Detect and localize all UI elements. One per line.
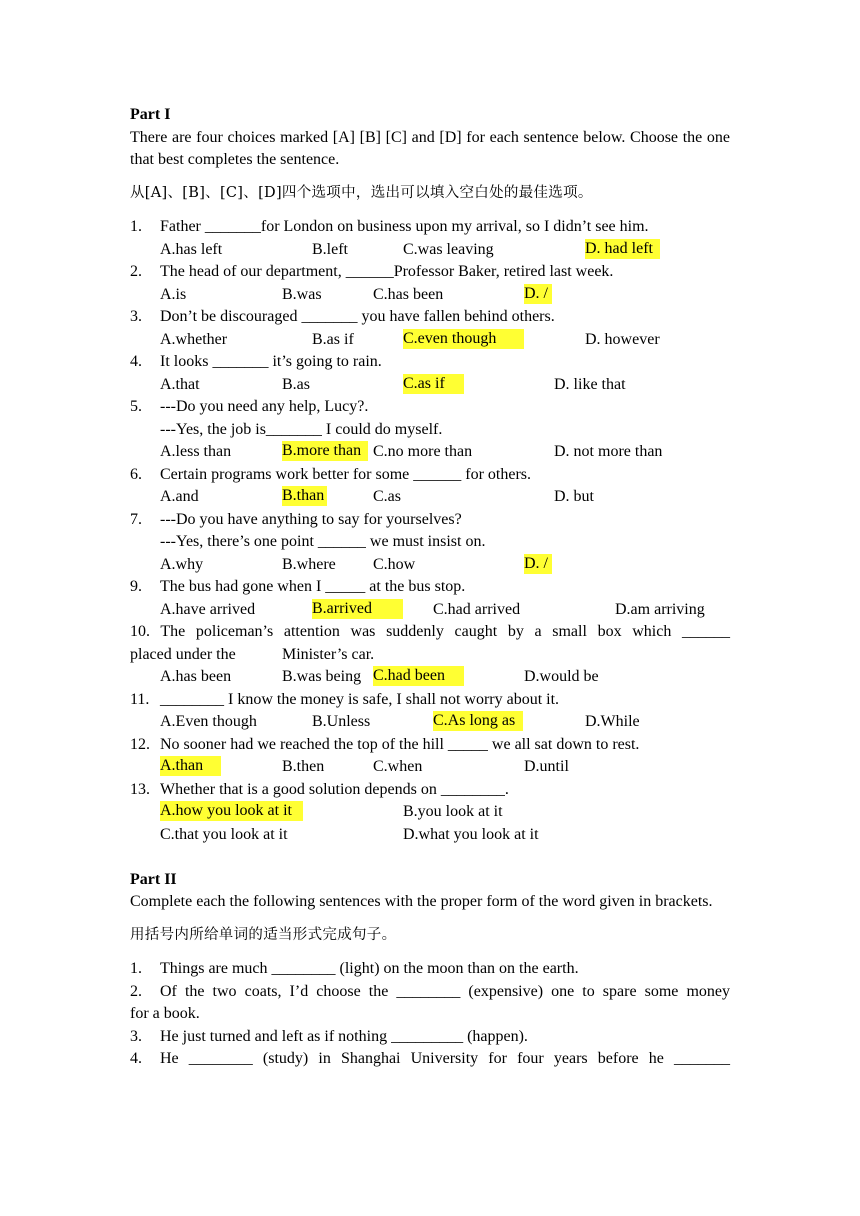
question-13 [130, 779, 730, 802]
question-3 [130, 306, 730, 329]
option-b[interactable]: B.Unless [312, 713, 371, 730]
options-3 [130, 329, 730, 352]
option-a[interactable]: A.and [160, 488, 199, 505]
question-7-reply: ---Yes, there’s one point ______ we must insist on. [160, 533, 486, 550]
question-number: 10. [130, 623, 150, 640]
option-c-answer[interactable]: C.as if [403, 374, 464, 394]
options-1 [130, 239, 730, 262]
options-9 [130, 599, 730, 622]
options-13-row2 [130, 824, 730, 847]
option-b[interactable]: B.then [282, 758, 325, 775]
question-text-cont: Minister’s car. [282, 645, 375, 663]
fill-item-2 [130, 981, 730, 1004]
question-10-continuation [130, 644, 730, 667]
option-a[interactable]: A.have arrived [160, 600, 256, 618]
item-text: Things are much ________ (light) on the moon than on the earth. [160, 960, 579, 977]
option-d[interactable]: D.until [524, 758, 569, 775]
fill-item-1 [130, 958, 730, 981]
option-c[interactable]: C.that you look at it [160, 825, 288, 843]
option-b[interactable]: B.as if [312, 330, 354, 348]
question-number: 7. [130, 510, 142, 528]
options-5 [130, 441, 730, 464]
item-text: He ________ (study) in Shanghai University for four years before he _______ [160, 1050, 730, 1067]
option-c[interactable]: C.as [373, 488, 401, 505]
question-text: ---Do you have anything to say for yourselves? [160, 510, 462, 528]
item-text: Of the two coats, I’d choose the ________ (expensive) one to spare some money [160, 982, 730, 1000]
option-c[interactable]: C.no more than [373, 443, 473, 460]
options-7 [130, 554, 730, 577]
option-c-answer[interactable]: C.As long as [433, 711, 523, 731]
question-text: Whether that is a good solution depends on ________. [160, 780, 509, 798]
question-number: 4. [130, 353, 142, 370]
part2-instruction-cn: 用括号内所给单词的适当形式完成句子。 [130, 926, 397, 943]
item-number: 3. [130, 1027, 142, 1045]
fill-item-4 [130, 1048, 730, 1071]
question-text: ---Do you need any help, Lucy?. [160, 398, 369, 415]
question-number: 5. [130, 398, 142, 415]
option-b-answer[interactable]: B.than [282, 486, 327, 506]
options-2 [130, 284, 730, 307]
question-text-cont: placed under the [130, 645, 236, 663]
question-9 [130, 576, 730, 599]
question-5-reply: ---Yes, the job is_______ I could do myself. [160, 420, 443, 438]
question-2 [130, 261, 730, 284]
option-b-answer[interactable]: B.arrived [312, 599, 403, 619]
question-text: Certain programs work better for some ______ for others. [160, 465, 532, 483]
options-4 [130, 374, 730, 397]
option-d-answer[interactable]: D. / [524, 284, 552, 304]
option-c[interactable]: C.had arrived [433, 600, 521, 618]
options-6 [130, 486, 730, 509]
question-12 [130, 734, 730, 757]
item-number: 2. [130, 982, 142, 1000]
option-b-answer[interactable]: B.more than [282, 441, 368, 461]
option-c-answer[interactable]: C.had been [373, 666, 464, 686]
option-b[interactable]: B.was being [282, 668, 362, 685]
option-d[interactable]: D.While [585, 713, 640, 730]
question-text: The bus had gone when I _____ at the bus stop. [160, 578, 466, 595]
option-d[interactable]: D.am arriving [615, 600, 705, 618]
item-number: 1. [130, 960, 142, 977]
option-c[interactable]: C.how [373, 555, 416, 573]
part1-instruction-cn: 从[A]、[B]、[C]、[D]四个选项中，选出可以填入空白处的最佳选项。 [130, 184, 593, 201]
question-number: 1. [130, 218, 142, 235]
option-b[interactable]: B.was [282, 285, 322, 303]
option-d[interactable]: D.what you look at it [403, 825, 539, 843]
option-a[interactable]: A.less than [160, 443, 232, 460]
option-a[interactable]: A.has left [160, 240, 223, 258]
question-4 [130, 351, 730, 374]
question-number: 9. [130, 578, 142, 595]
options-13-row1 [130, 801, 730, 824]
option-c-answer[interactable]: C.even though [403, 329, 524, 349]
part1-instruction: There are four choices marked [A] [B] [C] and [D] for each sentence below. Choose the one that best completes the sentence. [130, 128, 730, 168]
option-a[interactable]: A.that [160, 375, 200, 393]
option-a[interactable]: A.why [160, 555, 204, 573]
question-text: Father _______for London on business upon my arrival, so I didn’t see him. [160, 218, 649, 235]
question-6 [130, 464, 730, 487]
option-b[interactable]: B.as [282, 375, 310, 393]
option-d-answer[interactable]: D. had left [585, 239, 660, 259]
question-10 [130, 621, 730, 644]
option-a[interactable]: A.whether [160, 330, 228, 348]
question-number: 3. [130, 308, 142, 325]
question-text: No sooner had we reached the top of the hill _____ we all sat down to rest. [160, 735, 640, 753]
question-number: 13. [130, 780, 150, 798]
options-12 [130, 756, 730, 779]
question-text: Don’t be discouraged _______ you have fallen behind others. [160, 308, 555, 325]
part1-heading: Part I [130, 106, 171, 123]
item-number: 4. [130, 1050, 142, 1067]
option-d-answer[interactable]: D. / [524, 554, 552, 574]
part2-instruction: Complete each the following sentences with the proper form of the word given in brackets. [130, 893, 713, 910]
fill-item-3 [130, 1026, 730, 1049]
option-d[interactable]: D.would be [524, 668, 599, 685]
option-b[interactable]: B.where [282, 555, 336, 573]
question-text: The head of our department, ______Professor Baker, retired last week. [160, 263, 614, 280]
option-d[interactable]: D. like that [554, 375, 626, 393]
option-d[interactable]: D. not more than [554, 443, 663, 460]
question-number: 12. [130, 735, 150, 753]
item-text: He just turned and left as if nothing _________ (happen). [160, 1027, 528, 1045]
option-b[interactable]: B.left [312, 240, 348, 258]
option-c[interactable]: C.was leaving [403, 240, 494, 258]
option-a[interactable]: A.has been [160, 668, 232, 685]
option-b[interactable]: B.you look at it [403, 803, 503, 820]
question-7 [130, 509, 730, 532]
question-text: The policeman’s attention was suddenly caught by a small box which ______ [160, 623, 730, 640]
question-number: 11. [130, 690, 150, 708]
question-1 [130, 216, 730, 239]
question-5 [130, 396, 730, 419]
option-a-answer[interactable]: A.how you look at it [160, 801, 303, 821]
option-c[interactable]: C.has been [373, 285, 444, 303]
section-gap [130, 846, 730, 869]
option-a[interactable]: A.Even though [160, 713, 257, 730]
question-11 [130, 689, 730, 712]
question-number: 2. [130, 263, 142, 280]
question-text: ________ I know the money is safe, I shall not worry about it. [160, 690, 560, 708]
document-page [130, 104, 730, 1071]
part2-heading: Part II [130, 870, 177, 888]
option-d[interactable]: D. however [585, 330, 660, 348]
option-a-answer[interactable]: A.than [160, 756, 221, 776]
fill-item-2-cont: for a book. [130, 1005, 200, 1022]
question-number: 6. [130, 465, 142, 483]
option-a[interactable]: A.is [160, 285, 187, 303]
options-11 [130, 711, 730, 734]
options-10 [130, 666, 730, 689]
option-c[interactable]: C.when [373, 758, 423, 775]
option-d[interactable]: D. but [554, 488, 594, 505]
question-text: It looks _______ it’s going to rain. [160, 353, 382, 370]
